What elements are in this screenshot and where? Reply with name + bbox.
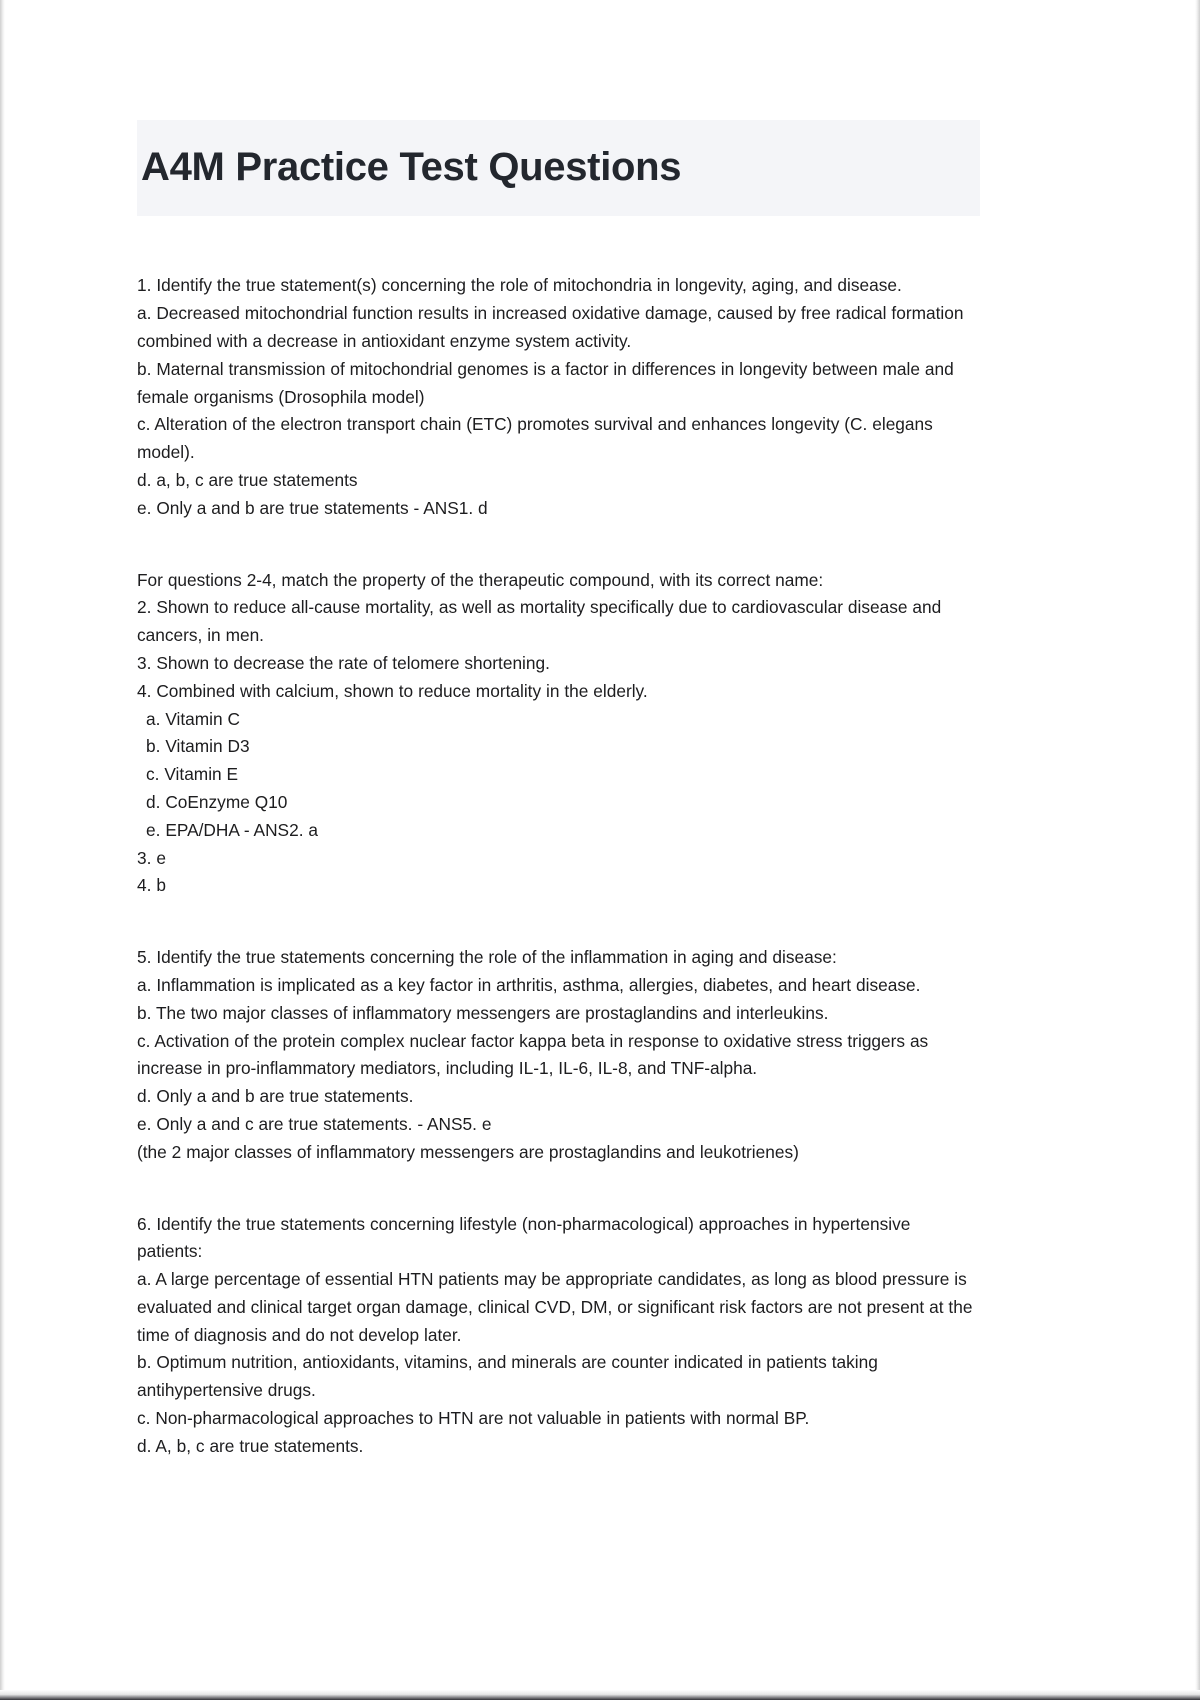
question-block-1 [137, 272, 980, 522]
question-line: 3. Shown to decrease the rate of telomere shortening. [137, 652, 550, 673]
answer-note-line: (the 2 major classes of inflammatory messengers are prostaglandins and leukotrienes) [137, 1141, 799, 1162]
question-line: 5. Identify the true statements concerning the role of the inflammation in aging and disease: [137, 947, 837, 968]
question-block-5 [137, 944, 980, 1166]
page-edge-bottom [0, 1690, 1200, 1700]
question-line: 6. Identify the true statements concerning lifestyle (non-pharmacological) approaches in hypertensive patients: [137, 1213, 911, 1262]
answer-option-line: a. Inflammation is implicated as a key factor in arthritis, asthma, allergies, diabetes, and heart disease. [137, 974, 921, 995]
matching-instruction-line: For questions 2-4, match the property of the therapeutic compound, with its correct name: [137, 569, 824, 590]
page-edge-left [0, 0, 5, 1700]
answer-key-line: 4. b [137, 875, 166, 896]
question-line: 2. Shown to reduce all-cause mortality, as well as mortality specifically due to cardiovascular disease and cancers, in men. [137, 597, 942, 646]
answer-option-line: d. A, b, c are true statements. [137, 1435, 364, 1456]
answer-option-line: a. Vitamin C [146, 708, 241, 729]
answer-option-line: b. Optimum nutrition, antioxidants, vitamins, and minerals are counter indicated in patients taking antihypertensive drugs. [137, 1352, 878, 1401]
answer-key-line: e. Only a and c are true statements. - ANS5. e [137, 1113, 492, 1134]
answer-option-line: d. a, b, c are true statements [137, 469, 358, 490]
page-edge-right [1195, 0, 1200, 1700]
question-block-2 [137, 567, 980, 901]
question-line: 4. Combined with calcium, shown to reduce mortality in the elderly. [137, 680, 648, 701]
page-title: A4M Practice Test Questions [141, 145, 682, 189]
question-line: 1. Identify the true statement(s) concerning the role of mitochondria in longevity, aging, and disease. [137, 275, 902, 296]
title-band [137, 120, 980, 216]
answer-option-line: d. CoEnzyme Q10 [146, 791, 288, 812]
answer-option-line: c. Activation of the protein complex nuclear factor kappa beta in response to oxidative stress triggers as increase in pro-inflammatory mediators, including IL-1, IL-6, IL-8, and TNF-alpha. [137, 1030, 929, 1079]
answer-option-line: b. Maternal transmission of mitochondrial genomes is a factor in differences in longevity between male and female organisms (Drosophila model) [137, 358, 954, 407]
question-list [137, 272, 980, 1460]
answer-key-line: e. EPA/DHA - ANS2. a [146, 819, 319, 840]
answer-key-line: e. Only a and b are true statements - ANS1. d [137, 497, 488, 518]
answer-option-line: c. Non-pharmacological approaches to HTN are not valuable in patients with normal BP. [137, 1408, 810, 1429]
document-content [137, 120, 980, 1461]
answer-key-line: 3. e [137, 847, 166, 868]
answer-option-line: b. The two major classes of inflammatory messengers are prostaglandins and interleukins. [137, 1002, 829, 1023]
answer-option-line: a. Decreased mitochondrial function results in increased oxidative damage, caused by free radical formation combined with a decrease in antioxidant enzyme system activity. [137, 303, 964, 351]
answer-option-line: d. Only a and b are true statements. [137, 1086, 414, 1107]
answer-option-line: b. Vitamin D3 [146, 736, 250, 757]
question-block-6 [137, 1211, 980, 1461]
answer-option-line: c. Vitamin E [146, 764, 239, 785]
answer-option-line: c. Alteration of the electron transport chain (ETC) promotes survival and enhances longevity (C. elegans model). [137, 414, 933, 463]
answer-option-line: a. A large percentage of essential HTN patients may be appropriate candidates, as long as blood pressure is evaluated and clinical target organ damage, clinical CVD, DM, or significant risk factors are not present at the time of diagnosis and do not develop later. [137, 1269, 973, 1345]
